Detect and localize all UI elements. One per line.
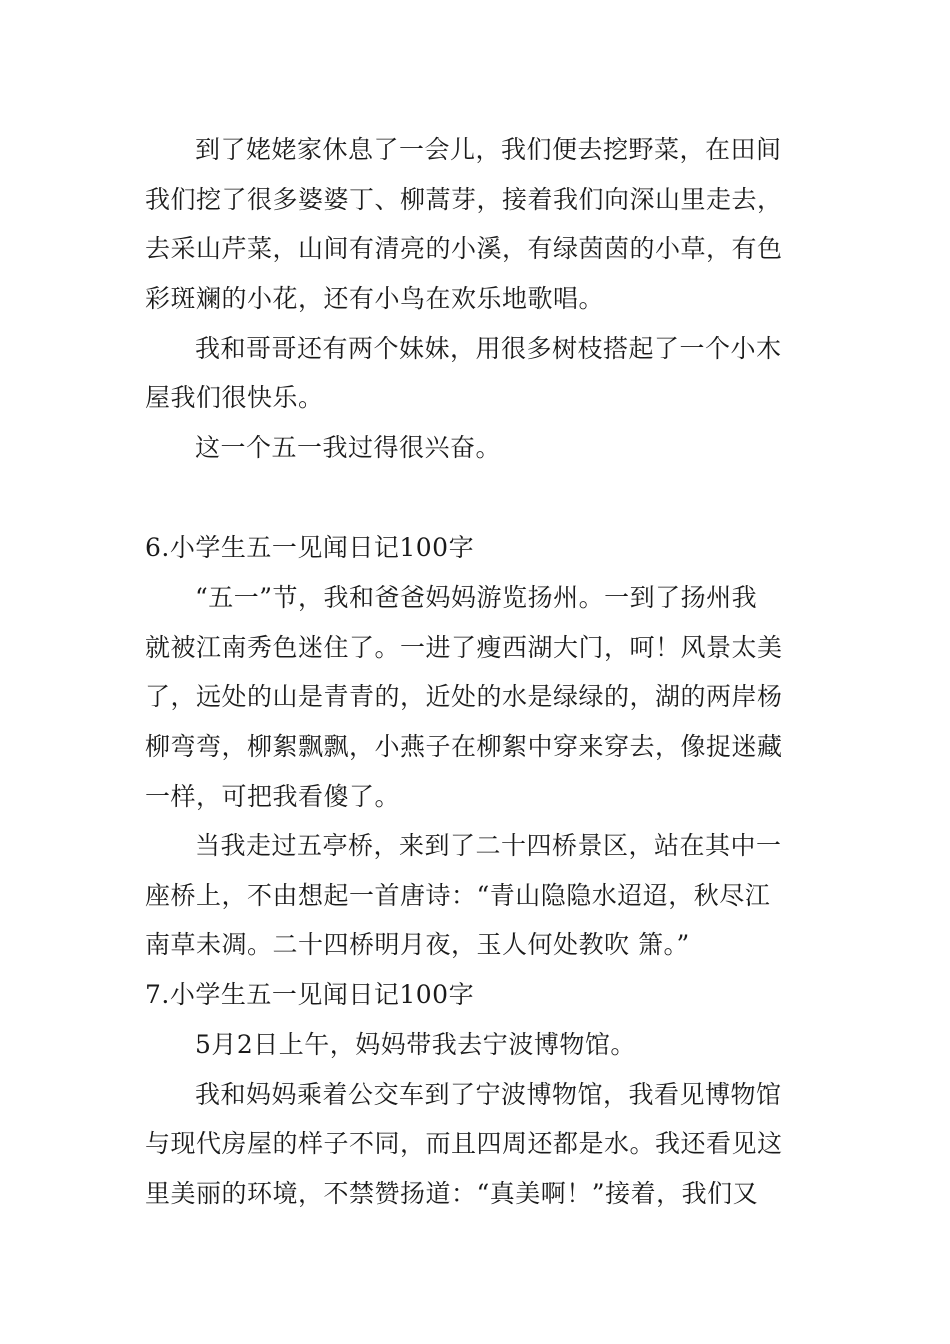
paragraph-line: 里美丽的环境，不禁赞扬道：“真美啊！”接着，我们又	[145, 1179, 759, 1208]
paragraph-line: 与现代房屋的样子不同，而且四周还都是水。我还看见这	[145, 1129, 783, 1158]
paragraph-line: 到了姥姥家休息了一会儿，我们便去挖野菜，在田间	[195, 135, 782, 164]
paragraph-line: 一样，可把我看傻了。	[145, 782, 401, 811]
section-heading: 7.小学生五一见闻日记100字	[145, 980, 475, 1009]
paragraph-line: “五一”节，我和爸爸妈妈游览扬州。一到了扬州我	[195, 583, 758, 612]
paragraph-line: 我和妈妈乘着公交车到了宁波博物馆，我看见博物馆	[195, 1080, 782, 1109]
paragraph-line: 去采山芹菜，山间有清亮的小溪，有绿茵茵的小草，有色	[145, 234, 783, 263]
paragraph-line: 南草未凋。二十四桥明月夜，玉人何处教吹 箫。”	[145, 930, 690, 959]
paragraph-line: 这一个五一我过得很兴奋。	[195, 433, 502, 462]
paragraph-line: 我们挖了很多婆婆丁、柳蒿芽，接着我们向深山里走去，	[145, 185, 783, 214]
paragraph-line: 我和哥哥还有两个妹妹，用很多树枝搭起了一个小木	[195, 334, 782, 363]
paragraph-line: 5月2日上午，妈妈带我去宁波博物馆。	[195, 1030, 636, 1059]
paragraph-line: 彩斑斓的小花，还有小鸟在欢乐地歌唱。	[145, 284, 605, 313]
paragraph-line: 当我走过五亭桥，来到了二十四桥景区，站在其中一	[195, 831, 782, 860]
paragraph-line: 座桥上，不由想起一首唐诗：“青山隐隐水迢迢，秋尽江	[145, 881, 771, 910]
paragraph-line: 了，远处的山是青青的，近处的水是绿绿的，湖的两岸杨	[145, 682, 783, 711]
paragraph-line: 柳弯弯，柳絮飘飘，小燕子在柳絮中穿来穿去，像捉迷藏	[145, 732, 783, 761]
paragraph-line: 屋我们很快乐。	[145, 383, 324, 412]
section-heading: 6.小学生五一见闻日记100字	[145, 533, 475, 562]
paragraph-line: 就被江南秀色迷住了。一进了瘦西湖大门，呵！风景太美	[145, 633, 783, 662]
